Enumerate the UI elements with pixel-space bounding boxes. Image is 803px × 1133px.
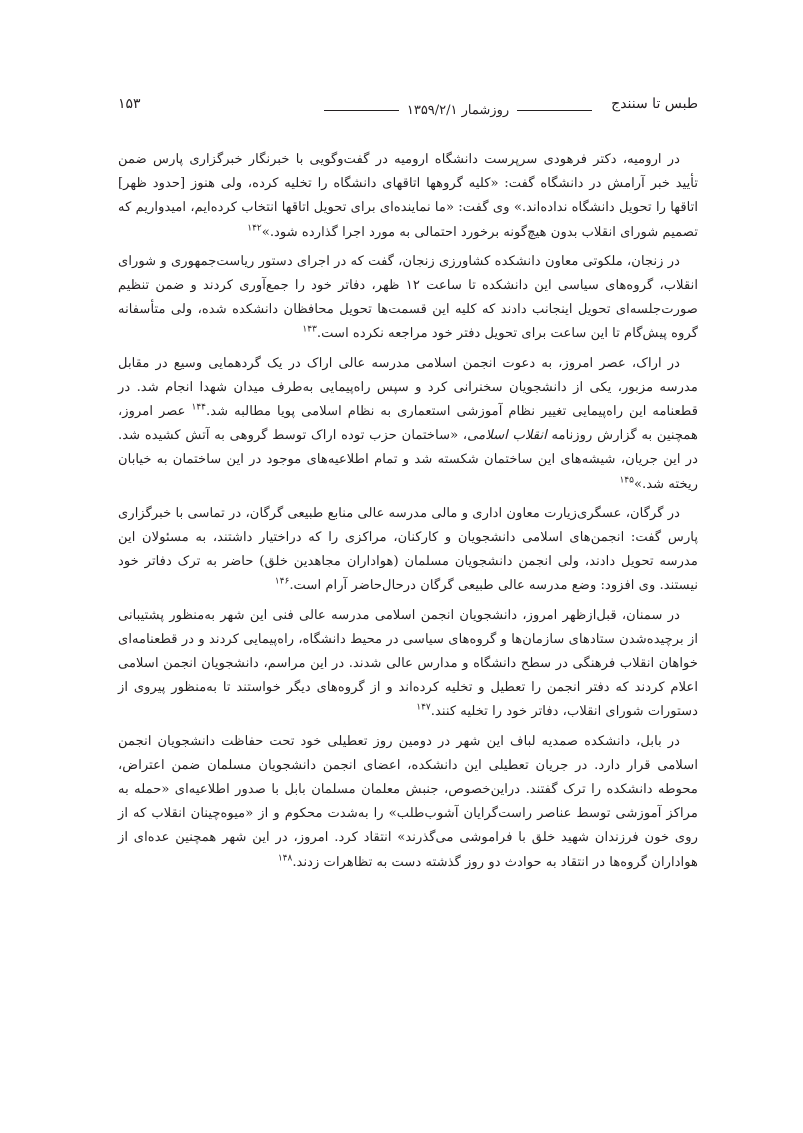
- paragraph-text: عصر امروز، همچنین به گزارش روزنامه: [118, 404, 698, 444]
- paragraph-text: در اراک، عصر امروز، به دعوت انجمن اسلامی مدرسه عالی اراک در یک گردهمایی وسیع در مقابل مدرسه مزبور، یکی از دانشجویان سخنرانی کرد و سپس راه‌پیمایی به‌طرف میدان شهدا انجام شد. در قطعنامه این راه‌پیمایی تغییر نظام آموزشی استعماری به نظام اسلامی پویا مطالبه شد.: [118, 355, 698, 420]
- footnote-ref: ۱۴۳: [302, 325, 317, 336]
- footnote-ref: ۱۴۴: [191, 402, 207, 413]
- paragraph-text: در ارومیه، دکتر فرهودی سرپرست دانشگاه ارومیه در گفت‌وگویی با خبرنگار خبرگزاری پارس ضمن تأیید خبر آرامش در دانشگاه گفت: «کلیه گروهها اتاقهای دانشگاه را تخلیه کرده، ولی هنوز [حدود ظهر] اتاقها را تحویل دانشگاه نداده‌اند.» وی گفت: «ما نماینده‌ای برای تحویل اتاقها انتخاب کرده‌ایم، امیدواریم که تصمیم شورای انقلاب بدون هیچ‌گونه برخورد احتمالی به مورد اجرا گذارده شود.»: [118, 152, 698, 240]
- footnote-ref: ۱۴۷: [416, 703, 431, 714]
- footnote-ref: ۱۴۲: [247, 223, 262, 234]
- paragraph: [118, 502, 698, 599]
- paragraph-text: در گرگان، عسگری‌زیارت معاون اداری و مالی مدرسه عالی منابع طبیعی گرگان، در تماسی با خبرگزاری پارس گفت: انجمن‌های اسلامی دانشجویان و کارکنان، مراکزی را که دراختیار داشتند، به مسئولان این مدرسه تحویل دادند، ولی انجمن دانشجویان مسلمان (هواداران مجاهدین خلق) حاضر به ترک دفاتر خود نیستند. وی افزود: وضع مدرسه عالی طبیعی گرگان درحال‌حاضر آرام است.: [118, 505, 698, 594]
- paragraph: [118, 730, 698, 875]
- paragraph: [118, 352, 698, 497]
- page-number: ۱۵۳: [118, 96, 141, 112]
- book-title: طبس تا سنندج: [611, 96, 698, 112]
- paragraph-text: در بابل، دانشکده صمدیه لباف این شهر در دومین روز تعطیلی خود تحت حفاظت دانشجویان انجمن اسلامی قرار دارد. در جریان تعطیلی این دانشکده، اعضای انجمن دانشجویان مسلمان ضمن اعتراض، محوطه دانشکده را ترک گفتند. دراین‌خصوص، جنبش معلمان مسلمان بابل با صدور اطلاعیه‌ای «حمله به مراکز آموزشی توسط عناصر راست‌گرایان آشوب‌طلب» را به‌شدت محکوم و از «میوه‌چینان انقلاب که از روی خون فرزندان شهید خلق با فراموشی می‌گذرند» انتقاد کرد. امروز، در این شهر همچنین عده‌ای از هواداران گروه‌ها در انتقاد به حوادث دو روز گذشته دست به تظاهرات زدند.: [118, 733, 698, 870]
- page-header: [118, 90, 698, 130]
- paragraph: [118, 148, 698, 245]
- paragraph: [118, 604, 698, 725]
- footnote-ref: ۱۴۶: [274, 577, 290, 588]
- paragraph-text: در زنجان، ملکوتی معاون دانشکده کشاورزی زنجان، گفت که در اجرای دستور ریاست‌جمهوری و شورای انقلاب، گروه‌های سیاسی این دانشکده تا ساعت ۱۲ ظهر، دفاتر خود را جمع‌آوری کردند و ضمن تنظیم صورت‌جلسه‌ای تحویل اینجانب دادند که کلیه این قسمت‌ها تحویل محافظان دانشکده شده، ولی متأسفانه گروه پیش‌گام تا این ساعت برای تحویل دفتر خود مراجعه نکرده است.: [118, 253, 698, 342]
- body-text: [118, 148, 698, 880]
- paragraph: [118, 250, 698, 347]
- footnote-ref: ۱۴۸: [277, 853, 293, 864]
- paragraph-text: در سمنان، قبل‌ازظهر امروز، دانشجویان انجمن اسلامی مدرسه عالی فنی این شهر به‌منظور پشتیبانی از برچیده‌شدن ستادهای سازمان‌ها و گروه‌های سیاسی در محیط دانشگاه، راه‌پیمایی کردند و در قطعنامه‌ای خواهان انقلاب فرهنگی در سطح دانشگاه و مدارس عالی شدند. در این مراسم، دانشجویان انجمن اسلامی اعلام کردند که دفتر انجمن را تعطیل و تخلیه کرده‌اند و از گروه‌های دیگر خواستند تا به‌منظور پیروی از دستورات شورای انقلاب، دفاتر خود را تخلیه کنند.: [118, 607, 698, 720]
- paragraph-text: ، «ساختمان حزب توده اراک توسط گروهی به آتش کشیده شد. در این جریان، شیشه‌های این ساختمان شکسته شد و تمام اطلاعیه‌های موجود در این ساختمان به خیابان ریخته شد.»: [118, 428, 698, 492]
- header-rule-left: [324, 110, 399, 111]
- footnote-ref: ۱۴۵: [619, 475, 634, 486]
- header-rule-right: [517, 110, 592, 111]
- running-date: روزشمار ۱۳۵۹/۲/۱: [406, 102, 510, 118]
- newspaper-title: انقلاب اسلامی: [467, 428, 547, 444]
- running-date-band: [324, 100, 592, 120]
